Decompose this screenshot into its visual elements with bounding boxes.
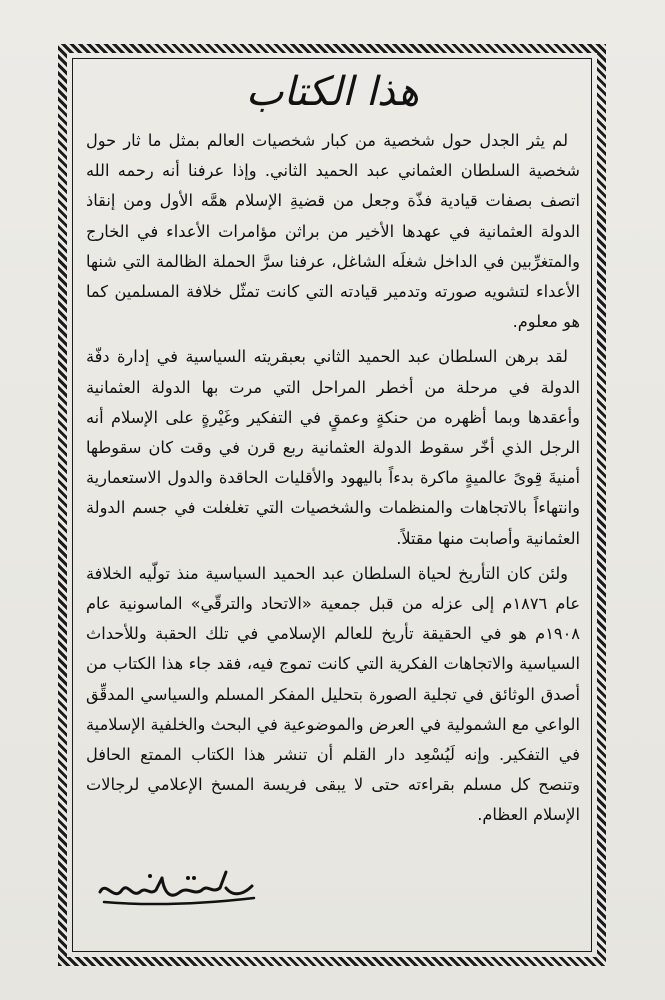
handwritten-signature bbox=[92, 862, 262, 912]
body-text bbox=[86, 126, 580, 831]
paragraph-2: لقد برهن السلطان عبد الحميد الثاني بعبقريته السياسية في إدارة دفّة الدولة في مرحلة من أخطر المراحل التي مرت بها الدولة العثمانية وأعقدها وبما أظهره من حنكةٍ وعمقٍ في التفكير وغَيْرةٍ على الإسلام أنه الرجل الذي أخّر سقوط الدولة العثمانية ربع قرن في وقت كان سقوطها أمنيةَ قِوىً عالميةٍ ماكرة بدءاً باليهود والأقليات الحاقدة والدول الاستعمارية وانتهاءاً بالاتجاهات والمنظمات والشخصيات التي تغلغلت في جسم الدولة العثمانية وأصابت منها مقتلاً. bbox=[86, 347, 580, 548]
paragraph-1: لم يثر الجدل حول شخصية من كبار شخصيات العالم بمثل ما ثار حول شخصية السلطان العثماني عبد الحميد الثاني. وإذا عرفنا أنه رحمه الله اتصف بصفات قيادية فذّة وجعل من قضيةِ الإسلام همَّه الأول ومن إنقاذ الدولة العثمانية في عهدها الأخير من براثن مؤامرات الأعداء في الخارج والمتغرِّبين في الداخل شغلَه الشاغل، عرفنا سرَّ الحملة الظالمة التي شنها الأعداء لتشويه صورته وتدمير قيادته التي كانت تمثّل خلافة المسلمين كما هو معلوم. bbox=[86, 131, 580, 332]
paragraph-3: ولئن كان التأريخ لحياة السلطان عبد الحميد السياسية منذ تولّيه الخلافة عام ١٨٧٦م إلى عزله من قبل جمعية «الاتحاد والترقّي» الماسونية عام ١٩٠٨م هو في الحقيقة تأريخ للعالم الإسلامي في تلك الحقبة وللأحداث السياسية والاتجاهات الفكرية التي كانت تموج فيه، فقد جاء هذا الكتاب من أصدق الوثائق في تجلية الصورة بتحليل المفكر المسلم والسياسي المدقِّق الواعي مع الشمولية في العرض والموضوعية في البحث والخلفية الإسلامية في التفكير. وإنه لَيُسْعِد دار القلم أن تنشر هذا الكتاب الممتع الحافل وتنصح كل مسلم بقراءته حتى لا يبقى فريسة المسخ الإعلامي لرجالات الإسلام العظام. bbox=[86, 563, 580, 825]
page-title: هذا الكتاب bbox=[245, 69, 420, 115]
